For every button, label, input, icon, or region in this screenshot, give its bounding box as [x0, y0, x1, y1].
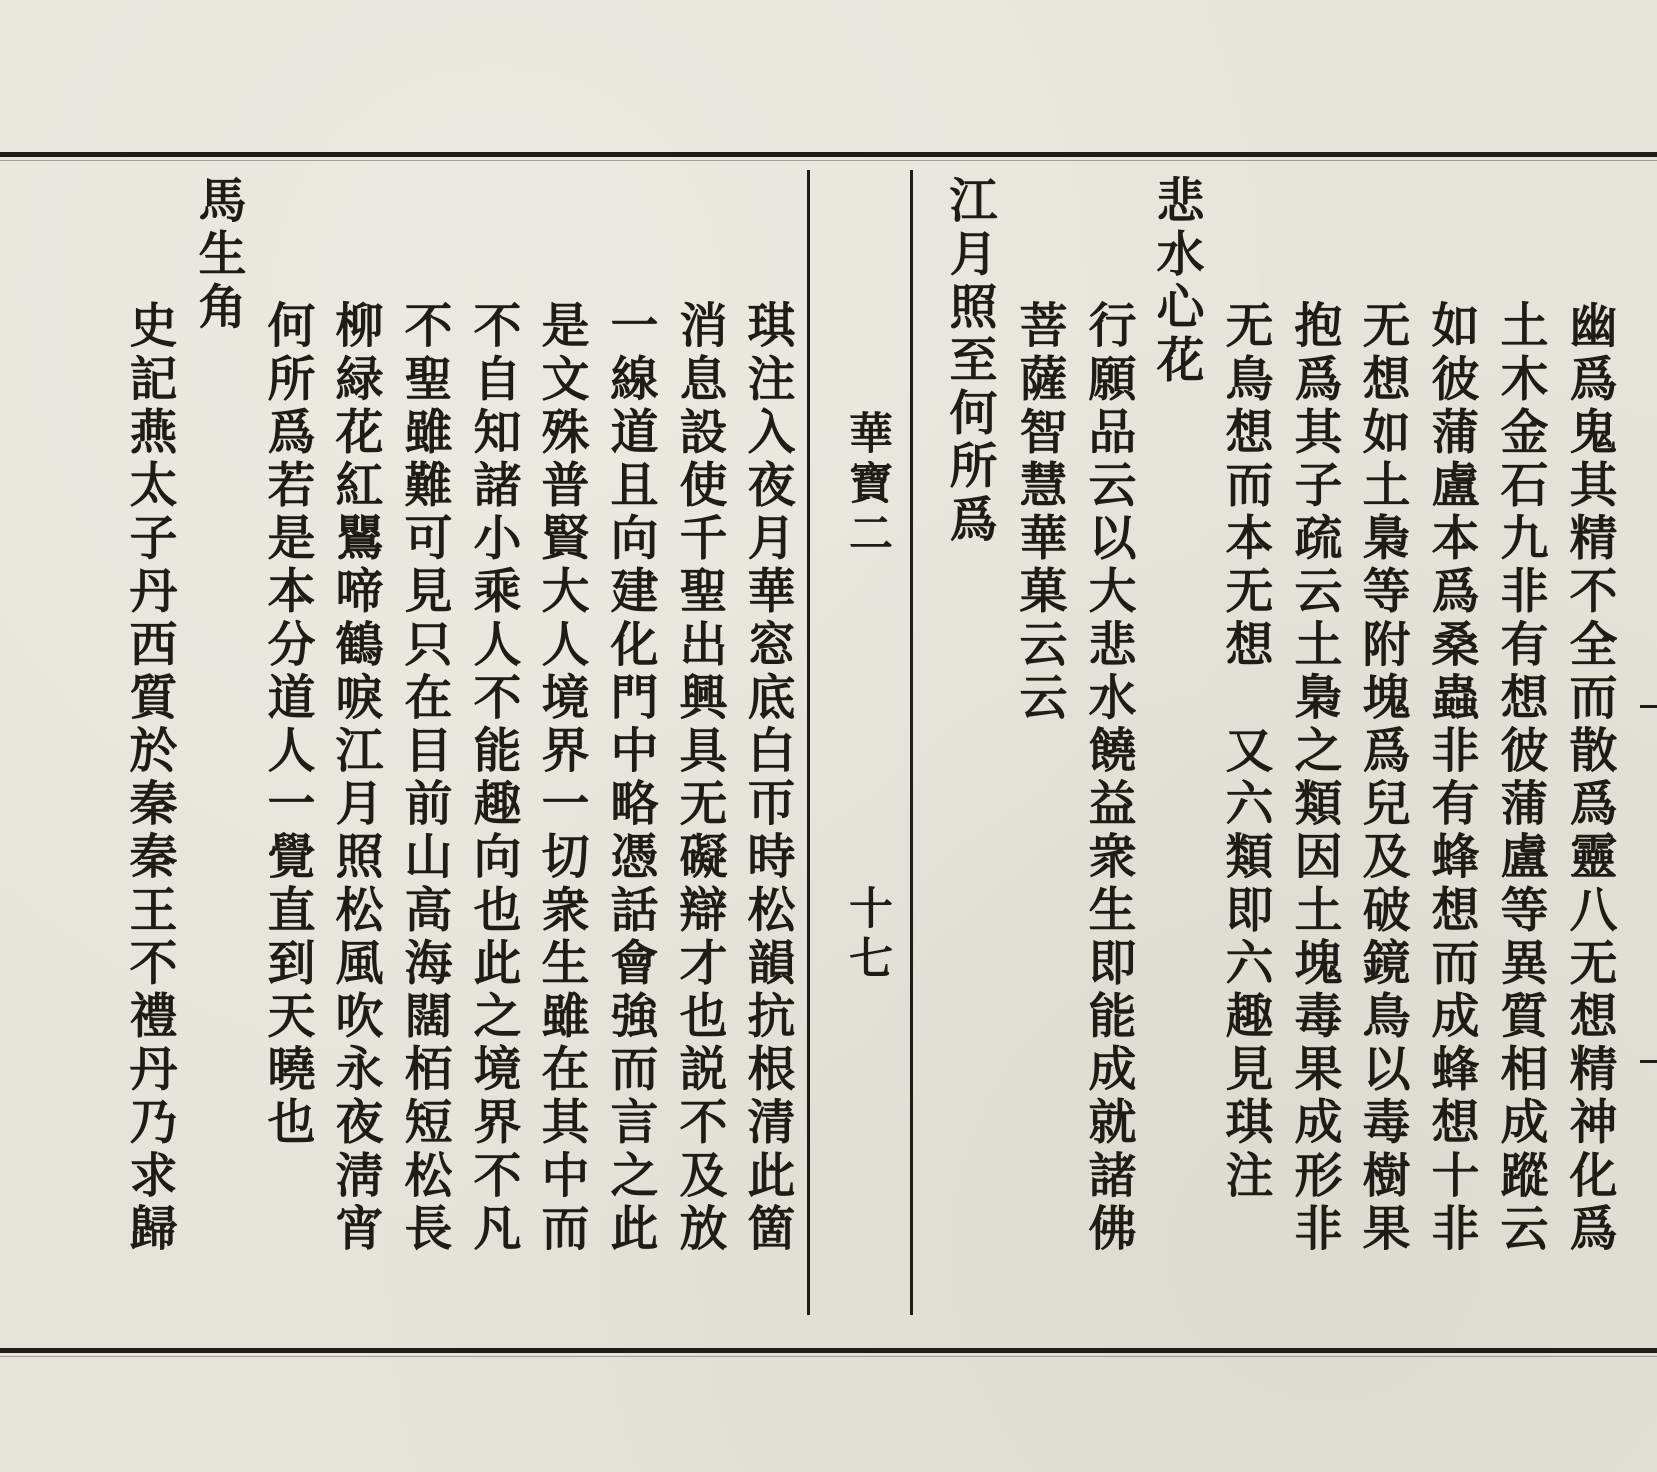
center-title: 華寶二 — [841, 410, 892, 560]
text-column: 琪注入夜月華窓底白帀時松韻抗根清此箇 — [739, 300, 795, 1256]
text-column: 无想如土梟等附塊爲兒及破鏡鳥以毒樹果 — [1354, 300, 1410, 1256]
text-column: 如彼蒲盧本爲桑蟲非有蜂想而成蜂想十非 — [1423, 300, 1479, 1256]
text-column: 一線道且向建化門中略憑話會強而言之此 — [602, 300, 658, 1256]
center-fold-rule-left — [807, 170, 810, 1315]
text-column: 何所爲若是本分道人一覺直到天曉也 — [259, 300, 315, 1150]
text-column: 是文殊普賢大人境界一切衆生雖在其中而 — [533, 300, 589, 1256]
text-column: 幽爲鬼其精不全而散爲靈八无想精神化爲 — [1561, 300, 1617, 1256]
text-column: 不自知諸小乘人不能趣向也此之境界不凡 — [465, 300, 521, 1256]
section-heading-column: 江月照至何所爲 — [941, 175, 997, 547]
text-column: 不聖雖難可見只在目前山高海闊栢短松長 — [396, 300, 452, 1256]
text-column: 消息設使千聖出興具无礙辯才也説不及放 — [671, 300, 727, 1256]
bottom-border-rule-faint — [0, 1356, 1657, 1357]
section-heading-column: 馬生角 — [190, 175, 246, 335]
top-border-rule — [0, 152, 1657, 157]
top-border-rule-faint — [0, 160, 1657, 161]
edge-tick-mark — [1640, 1060, 1657, 1063]
bottom-border-rule — [0, 1348, 1657, 1353]
text-column: 行願品云以大悲水饒益衆生即能成就諸佛 — [1080, 300, 1136, 1256]
text-column: 土木金石九非有想彼蒲盧等異質相成蹤云 — [1492, 300, 1548, 1256]
text-column: 史記燕太子丹西質於秦秦王不禮丹乃求歸 — [121, 300, 177, 1256]
edge-tick-mark — [1640, 705, 1657, 708]
text-column: 柳緑花紅鸎啼鶴唳江月照松風吹永夜淸宵 — [327, 300, 383, 1256]
center-fold-rule-right — [910, 170, 913, 1315]
text-column: 无鳥想而本无想 又六類即六趣見琪注 — [1217, 300, 1273, 1203]
section-heading-column: 悲水心花 — [1148, 175, 1204, 388]
folio-number: 十七 — [841, 885, 892, 985]
text-column: 菩薩智慧華菓云云 — [1011, 300, 1067, 725]
text-column: 抱爲其子疏云土梟之類因土塊毒果成形非 — [1286, 300, 1342, 1256]
